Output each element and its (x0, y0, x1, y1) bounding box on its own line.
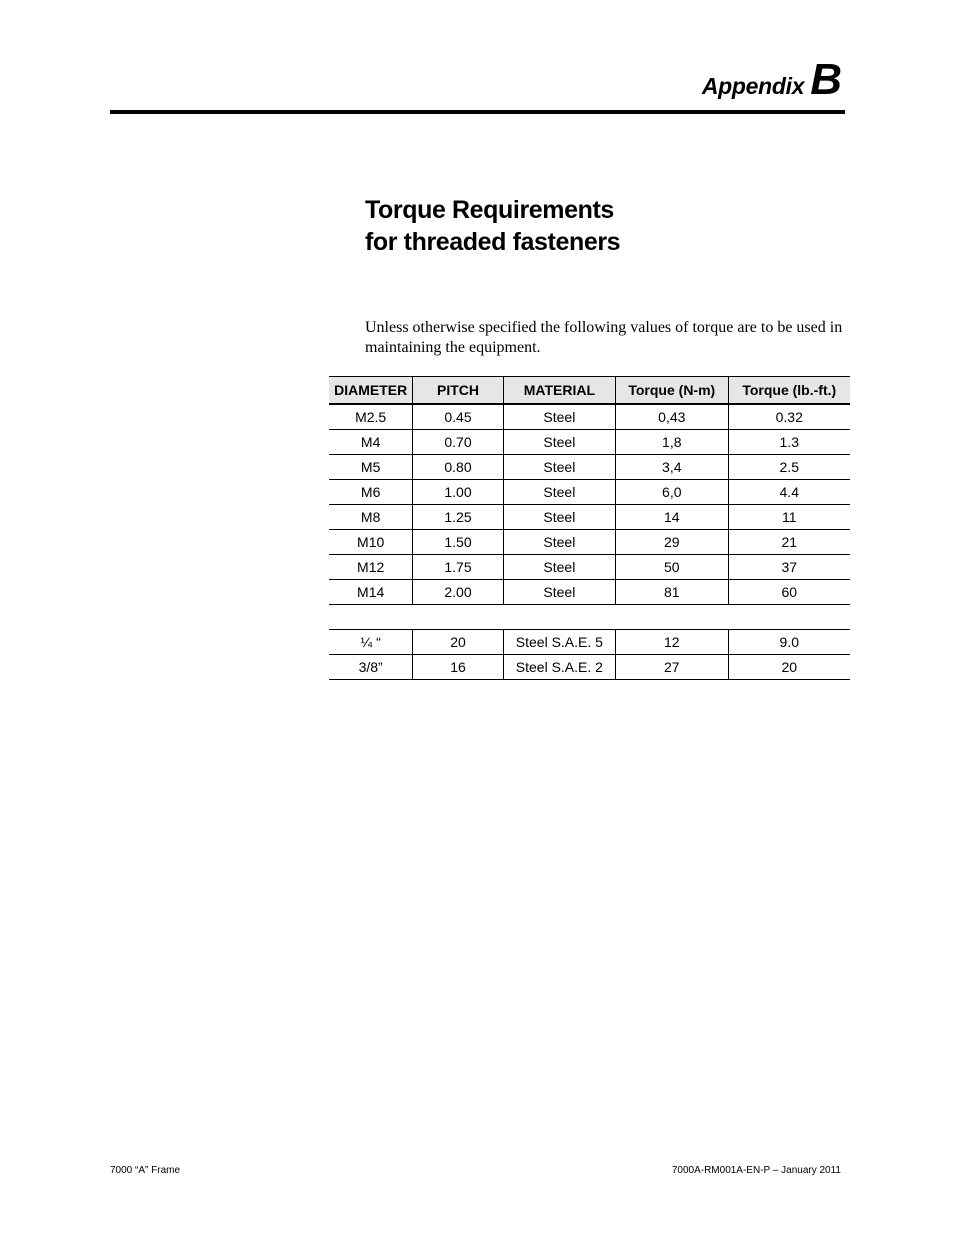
table-header-row (329, 377, 850, 405)
cell-material: Steel (503, 505, 615, 530)
cell-pitch: 0.45 (413, 404, 503, 430)
appendix-word: Appendix (701, 73, 805, 99)
header-torque-nm: Torque (N-m) (616, 377, 728, 405)
appendix-letter: B (810, 55, 842, 104)
cell-torque-lbft: 1.3 (728, 430, 850, 455)
cell-diameter: 3/8” (329, 655, 413, 680)
table-row (329, 630, 850, 655)
table-spacer-row (329, 605, 850, 630)
table-row (329, 430, 850, 455)
cell-material: Steel (503, 530, 615, 555)
cell-torque-lbft: 60 (728, 580, 850, 605)
header-pitch: PITCH (413, 377, 503, 405)
cell-diameter: M5 (329, 455, 413, 480)
cell-torque-nm: 12 (616, 630, 728, 655)
cell-torque-nm: 0,43 (616, 404, 728, 430)
cell-diameter: M8 (329, 505, 413, 530)
cell-material: Steel (503, 580, 615, 605)
table-body (329, 404, 850, 680)
cell-material: Steel S.A.E. 5 (503, 630, 615, 655)
table-row (329, 480, 850, 505)
header-torque-lbft: Torque (lb.-ft.) (728, 377, 850, 405)
page-title-line-2: for threaded fasteners (365, 228, 621, 256)
cell-diameter: M14 (329, 580, 413, 605)
footer-left: 7000 “A” Frame (110, 1165, 181, 1176)
cell-pitch: 20 (413, 630, 503, 655)
cell-torque-lbft: 11 (728, 505, 850, 530)
cell-material: Steel (503, 430, 615, 455)
cell-torque-nm: 50 (616, 555, 728, 580)
cell-torque-lbft: 0.32 (728, 404, 850, 430)
header-material: MATERIAL (503, 377, 615, 405)
cell-diameter: M2.5 (329, 404, 413, 430)
table-row (329, 555, 850, 580)
cell-pitch: 0.70 (413, 430, 503, 455)
cell-diameter: ¼ “ (329, 630, 413, 655)
cell-torque-lbft: 20 (728, 655, 850, 680)
cell-pitch: 16 (413, 655, 503, 680)
cell-torque-nm: 3,4 (616, 455, 728, 480)
cell-material: Steel (503, 555, 615, 580)
cell-pitch: 2.00 (413, 580, 503, 605)
cell-material: Steel S.A.E. 2 (503, 655, 615, 680)
header-rule (110, 110, 845, 114)
intro-paragraph: Unless otherwise specified the following values of torque are to be used in maintaining the equipment. (365, 319, 843, 356)
appendix-header (701, 55, 842, 104)
cell-torque-lbft: 37 (728, 555, 850, 580)
table-row (329, 580, 850, 605)
cell-pitch: 1.25 (413, 505, 503, 530)
footer-right: 7000A-RM001A-EN-P – January 2011 (671, 1165, 841, 1176)
table-spacer-cell (329, 605, 850, 630)
header-diameter: DIAMETER (329, 377, 413, 405)
cell-torque-lbft: 4.4 (728, 480, 850, 505)
table-row (329, 655, 850, 680)
page-title-line-1: Torque Requirements (365, 196, 614, 224)
cell-pitch: 1.75 (413, 555, 503, 580)
cell-torque-nm: 29 (616, 530, 728, 555)
cell-torque-lbft: 21 (728, 530, 850, 555)
cell-torque-nm: 14 (616, 505, 728, 530)
cell-torque-lbft: 2.5 (728, 455, 850, 480)
torque-table (329, 376, 850, 680)
cell-torque-nm: 6,0 (616, 480, 728, 505)
cell-pitch: 1.00 (413, 480, 503, 505)
cell-torque-nm: 1,8 (616, 430, 728, 455)
cell-material: Steel (503, 404, 615, 430)
cell-torque-nm: 27 (616, 655, 728, 680)
table-row (329, 530, 850, 555)
cell-diameter: M10 (329, 530, 413, 555)
cell-pitch: 0.80 (413, 455, 503, 480)
cell-torque-lbft: 9.0 (728, 630, 850, 655)
cell-pitch: 1.50 (413, 530, 503, 555)
cell-diameter: M12 (329, 555, 413, 580)
cell-diameter: M4 (329, 430, 413, 455)
table-row (329, 404, 850, 430)
cell-material: Steel (503, 455, 615, 480)
cell-torque-nm: 81 (616, 580, 728, 605)
cell-material: Steel (503, 480, 615, 505)
page-title (365, 194, 620, 258)
cell-diameter: M6 (329, 480, 413, 505)
table-row (329, 505, 850, 530)
table-row (329, 455, 850, 480)
